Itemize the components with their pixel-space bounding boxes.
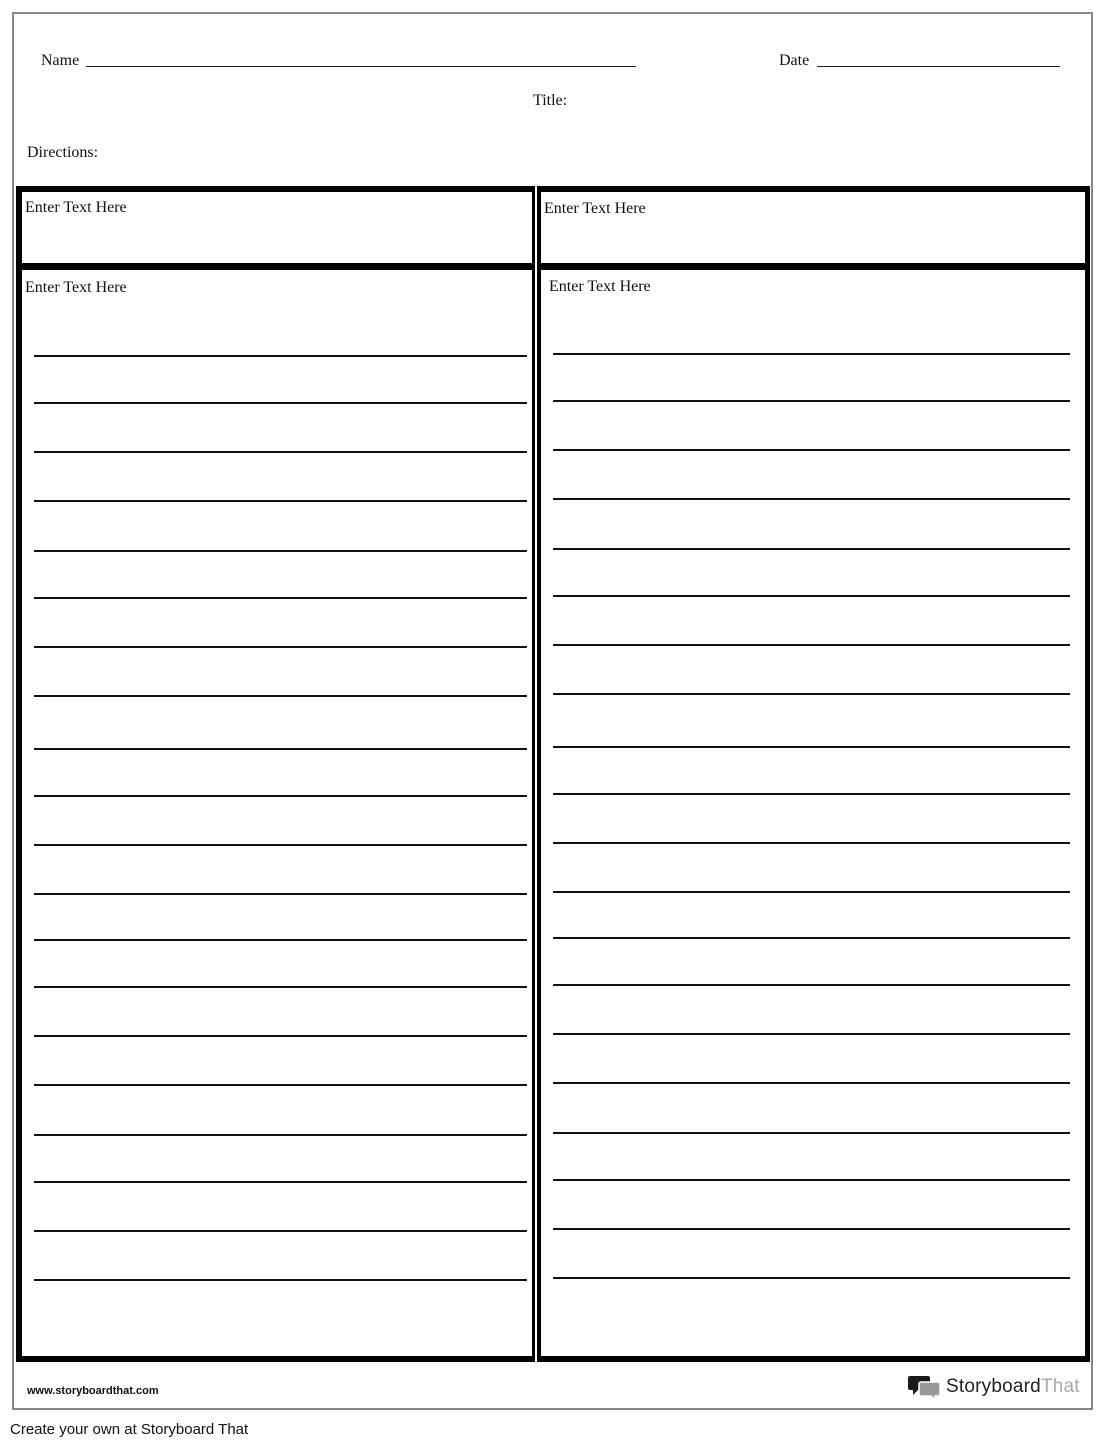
writing-line[interactable] xyxy=(553,1033,1070,1035)
writing-line[interactable] xyxy=(34,402,527,404)
right-header-text[interactable]: Enter Text Here xyxy=(544,200,646,217)
storyboardthat-logo[interactable] xyxy=(908,1373,1080,1401)
writing-line[interactable] xyxy=(553,937,1070,939)
writing-line[interactable] xyxy=(34,1035,527,1037)
writing-line[interactable] xyxy=(34,795,527,797)
left-body-cell[interactable] xyxy=(20,268,534,1358)
writing-line[interactable] xyxy=(34,1134,527,1136)
directions-label: Directions: xyxy=(27,144,99,161)
writing-line[interactable] xyxy=(34,893,527,895)
writing-line[interactable] xyxy=(553,1179,1070,1181)
date-label: Date xyxy=(779,52,810,69)
writing-line[interactable] xyxy=(34,646,527,648)
writing-line[interactable] xyxy=(553,793,1070,795)
writing-line[interactable] xyxy=(553,449,1070,451)
logo-word-storyboard: Storyboard xyxy=(946,1376,1041,1397)
footer-url[interactable]: www.storyboardthat.com xyxy=(27,1385,159,1397)
writing-line[interactable] xyxy=(553,693,1070,695)
speech-bubbles-icon xyxy=(908,1374,942,1400)
writing-line[interactable] xyxy=(553,548,1070,550)
writing-line[interactable] xyxy=(34,1181,527,1183)
writing-line[interactable] xyxy=(34,550,527,552)
writing-line[interactable] xyxy=(553,595,1070,597)
writing-line[interactable] xyxy=(553,984,1070,986)
writing-line[interactable] xyxy=(34,748,527,750)
writing-line[interactable] xyxy=(34,939,527,941)
writing-line[interactable] xyxy=(34,597,527,599)
writing-line[interactable] xyxy=(553,1132,1070,1134)
writing-line[interactable] xyxy=(34,1084,527,1086)
left-header-text[interactable]: Enter Text Here xyxy=(25,199,127,216)
right-body-cell[interactable] xyxy=(539,268,1087,1358)
name-blank-line[interactable] xyxy=(86,66,636,67)
writing-line[interactable] xyxy=(553,353,1070,355)
writing-line[interactable] xyxy=(34,695,527,697)
writing-line[interactable] xyxy=(553,400,1070,402)
writing-line[interactable] xyxy=(553,1228,1070,1230)
right-body-text[interactable]: Enter Text Here xyxy=(549,278,651,295)
logo-wordmark xyxy=(946,1376,1080,1398)
logo-word-that: That xyxy=(1040,1376,1080,1397)
writing-line[interactable] xyxy=(553,842,1070,844)
writing-line[interactable] xyxy=(553,644,1070,646)
left-body-text[interactable]: Enter Text Here xyxy=(25,279,127,296)
writing-line[interactable] xyxy=(34,355,527,357)
create-your-own-link[interactable]: Create your own at Storyboard That xyxy=(10,1421,249,1438)
writing-line[interactable] xyxy=(34,986,527,988)
writing-line[interactable] xyxy=(34,844,527,846)
writing-line[interactable] xyxy=(553,1082,1070,1084)
writing-line[interactable] xyxy=(34,1230,527,1232)
name-label: Name xyxy=(41,52,80,69)
title-label: Title: xyxy=(533,92,568,109)
writing-line[interactable] xyxy=(34,500,527,502)
writing-line[interactable] xyxy=(34,451,527,453)
date-blank-line[interactable] xyxy=(817,66,1060,67)
writing-line[interactable] xyxy=(553,498,1070,500)
writing-line[interactable] xyxy=(34,1279,527,1281)
writing-line[interactable] xyxy=(553,1277,1070,1279)
writing-line[interactable] xyxy=(553,891,1070,893)
writing-line[interactable] xyxy=(553,746,1070,748)
